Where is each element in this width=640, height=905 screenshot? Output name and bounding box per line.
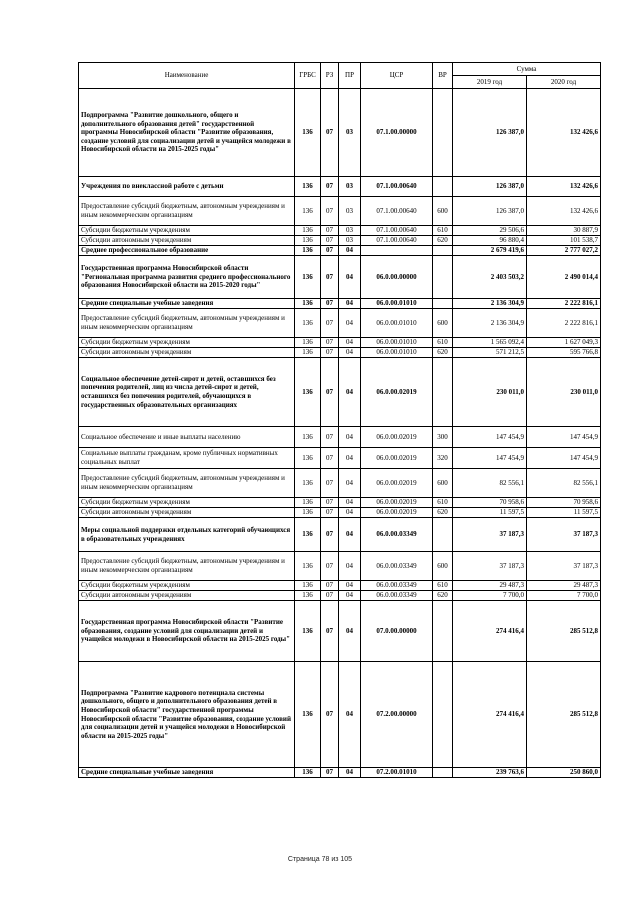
row-vr — [433, 358, 453, 427]
row-amount-2020: 285 512,8 — [527, 662, 601, 768]
row-csr — [361, 246, 433, 256]
row-name: Субсидии автономным учреждениям — [79, 348, 295, 358]
row-amount-2019: 571 212,5 — [453, 348, 527, 358]
row-name: Субсидии бюджетным учреждениям — [79, 498, 295, 508]
row-csr: 06.0.00.02019 — [361, 508, 433, 518]
row-csr: 06.0.00.02019 — [361, 498, 433, 508]
row-csr: 07.2.00.01010 — [361, 768, 433, 778]
row-rz: 07 — [321, 348, 339, 358]
row-amount-2019: 70 958,6 — [453, 498, 527, 508]
row-amount-2020: 70 958,6 — [527, 498, 601, 508]
row-amount-2019: 147 454,9 — [453, 448, 527, 469]
row-pr: 04 — [339, 299, 361, 309]
row-amount-2020: 37 187,3 — [527, 552, 601, 581]
row-vr: 620 — [433, 508, 453, 518]
row-vr: 300 — [433, 427, 453, 448]
row-amount-2020: 595 766,8 — [527, 348, 601, 358]
row-name: Субсидии бюджетным учреждениям — [79, 338, 295, 348]
row-rz: 07 — [321, 89, 339, 177]
header-rz: РЗ — [321, 63, 339, 89]
row-name: Подпрограмма "Развитие дошкольного, общего и дополнительного образования детей" государственной программы Новосибирской области "Развитие образования, создание условий для социализации детей и учащейся молодежи в Новосибирской области на 2015-2025 годы" — [79, 89, 295, 177]
table-row — [79, 246, 601, 256]
row-pr: 03 — [339, 177, 361, 197]
row-amount-2019: 239 763,6 — [453, 768, 527, 778]
row-vr: 320 — [433, 448, 453, 469]
row-pr: 04 — [339, 309, 361, 338]
row-csr: 07.2.00.00000 — [361, 662, 433, 768]
row-grbs: 136 — [295, 508, 321, 518]
row-grbs: 136 — [295, 662, 321, 768]
row-amount-2019: 11 597,5 — [453, 508, 527, 518]
row-vr — [433, 177, 453, 197]
row-csr: 06.0.00.00000 — [361, 256, 433, 299]
row-amount-2019: 96 880,4 — [453, 236, 527, 246]
row-csr: 07.1.00.00640 — [361, 177, 433, 197]
row-pr: 04 — [339, 581, 361, 591]
row-pr: 04 — [339, 591, 361, 601]
row-amount-2019: 230 011,0 — [453, 358, 527, 427]
row-pr: 04 — [339, 256, 361, 299]
row-grbs: 136 — [295, 498, 321, 508]
row-rz: 07 — [321, 358, 339, 427]
row-name: Субсидии бюджетным учреждениям — [79, 581, 295, 591]
table-row — [79, 508, 601, 518]
table-row — [79, 498, 601, 508]
row-amount-2020: 2 222 816,1 — [527, 309, 601, 338]
row-amount-2020: 82 556,1 — [527, 469, 601, 498]
table-row — [79, 348, 601, 358]
table-row — [79, 518, 601, 552]
row-grbs: 136 — [295, 591, 321, 601]
header-name: Наименование — [79, 63, 295, 89]
row-vr: 600 — [433, 309, 453, 338]
table-row — [79, 358, 601, 427]
page-number: Страница 78 из 105 — [287, 856, 353, 863]
row-pr: 04 — [339, 518, 361, 552]
row-csr: 07.1.00.00640 — [361, 197, 433, 226]
row-amount-2020: 147 454,9 — [527, 448, 601, 469]
row-rz: 07 — [321, 498, 339, 508]
row-grbs: 136 — [295, 338, 321, 348]
row-pr: 04 — [339, 601, 361, 662]
row-pr: 04 — [339, 552, 361, 581]
budget-table-container — [78, 62, 600, 778]
row-amount-2020: 101 538,7 — [527, 236, 601, 246]
row-vr — [433, 768, 453, 778]
row-rz: 07 — [321, 338, 339, 348]
row-rz: 07 — [321, 662, 339, 768]
row-amount-2019: 1 565 092,4 — [453, 338, 527, 348]
row-amount-2019: 147 454,9 — [453, 427, 527, 448]
row-vr: 620 — [433, 348, 453, 358]
row-amount-2020: 230 011,0 — [527, 358, 601, 427]
row-pr: 04 — [339, 338, 361, 348]
row-csr: 06.0.00.02019 — [361, 358, 433, 427]
row-amount-2019: 274 416,4 — [453, 662, 527, 768]
row-grbs: 136 — [295, 177, 321, 197]
row-amount-2020: 37 187,3 — [527, 518, 601, 552]
row-amount-2020: 132 426,6 — [527, 89, 601, 177]
row-amount-2019: 29 506,6 — [453, 226, 527, 236]
row-name: Предоставление субсидий бюджетным, автономным учреждениям и иным некоммерческим организациям — [79, 309, 295, 338]
row-csr: 06.0.00.01010 — [361, 338, 433, 348]
row-csr: 07.1.00.00640 — [361, 236, 433, 246]
row-name: Субсидии автономным учреждениям — [79, 591, 295, 601]
table-row — [79, 236, 601, 246]
row-grbs: 136 — [295, 601, 321, 662]
row-csr: 06.0.00.03349 — [361, 591, 433, 601]
budget-table-body — [79, 89, 601, 778]
table-row — [79, 338, 601, 348]
row-name: Субсидии автономным учреждениям — [79, 236, 295, 246]
row-vr — [433, 256, 453, 299]
table-row — [79, 591, 601, 601]
row-amount-2020: 29 487,3 — [527, 581, 601, 591]
budget-table — [78, 62, 601, 778]
row-name: Подпрограмма "Развитие кадрового потенциала системы дошкольного, общего и дополнительного образования детей в Новосибирской области" государственной программы Новосибирской области "Развитие образования, создание условий для социализации детей и учащейся молодежи в Новосибирской области на 2015-2025 годы" — [79, 662, 295, 768]
row-grbs: 136 — [295, 348, 321, 358]
row-rz: 07 — [321, 518, 339, 552]
row-csr: 06.0.00.03349 — [361, 581, 433, 591]
header-pr: ПР — [339, 63, 361, 89]
row-grbs: 136 — [295, 358, 321, 427]
row-grbs: 136 — [295, 552, 321, 581]
row-rz: 07 — [321, 256, 339, 299]
row-pr: 04 — [339, 768, 361, 778]
row-vr: 600 — [433, 197, 453, 226]
row-name: Среднее профессиональное образование — [79, 246, 295, 256]
table-row — [79, 177, 601, 197]
row-vr: 600 — [433, 552, 453, 581]
table-row — [79, 197, 601, 226]
row-amount-2020: 30 887,9 — [527, 226, 601, 236]
row-rz: 07 — [321, 591, 339, 601]
row-rz: 07 — [321, 177, 339, 197]
row-amount-2020: 132 426,6 — [527, 197, 601, 226]
row-amount-2020: 11 597,5 — [527, 508, 601, 518]
row-vr: 610 — [433, 226, 453, 236]
row-name: Предоставление субсидий бюджетным, автономным учреждениям и иным некоммерческим организациям — [79, 197, 295, 226]
row-pr: 04 — [339, 469, 361, 498]
row-rz: 07 — [321, 299, 339, 309]
row-vr — [433, 662, 453, 768]
row-rz: 07 — [321, 469, 339, 498]
row-amount-2020: 132 426,6 — [527, 177, 601, 197]
row-csr: 06.0.00.03349 — [361, 518, 433, 552]
row-pr: 04 — [339, 348, 361, 358]
row-csr: 06.0.00.01010 — [361, 299, 433, 309]
row-name: Предоставление субсидий бюджетным, автономным учреждениям и иным некоммерческим организациям — [79, 552, 295, 581]
row-pr: 04 — [339, 448, 361, 469]
row-grbs: 136 — [295, 246, 321, 256]
row-rz: 07 — [321, 236, 339, 246]
row-rz: 07 — [321, 427, 339, 448]
row-rz: 07 — [321, 448, 339, 469]
row-name: Социальное обеспечение и иные выплаты населению — [79, 427, 295, 448]
row-amount-2019: 37 187,3 — [453, 552, 527, 581]
row-amount-2019: 126 387,0 — [453, 177, 527, 197]
row-pr: 04 — [339, 427, 361, 448]
row-amount-2019: 7 700,0 — [453, 591, 527, 601]
table-row — [79, 662, 601, 768]
row-csr: 06.0.00.02019 — [361, 469, 433, 498]
row-name: Социальные выплаты гражданам, кроме публичных нормативных социальных выплат — [79, 448, 295, 469]
row-pr: 04 — [339, 246, 361, 256]
row-name: Средние специальные учебные заведения — [79, 299, 295, 309]
row-amount-2019: 126 387,0 — [453, 197, 527, 226]
row-amount-2020: 1 627 049,3 — [527, 338, 601, 348]
row-amount-2020: 2 222 816,1 — [527, 299, 601, 309]
row-amount-2019: 2 136 304,9 — [453, 309, 527, 338]
row-amount-2019: 29 487,3 — [453, 581, 527, 591]
row-grbs: 136 — [295, 518, 321, 552]
row-amount-2020: 250 860,0 — [527, 768, 601, 778]
table-row — [79, 309, 601, 338]
row-rz: 07 — [321, 552, 339, 581]
table-row — [79, 469, 601, 498]
row-amount-2019: 2 679 419,6 — [453, 246, 527, 256]
row-name: Учреждения по внеклассной работе с детьми — [79, 177, 295, 197]
table-row — [79, 601, 601, 662]
row-vr: 610 — [433, 498, 453, 508]
row-csr: 06.0.00.01010 — [361, 309, 433, 338]
row-amount-2020: 7 700,0 — [527, 591, 601, 601]
row-grbs: 136 — [295, 299, 321, 309]
row-csr: 06.0.00.02019 — [361, 427, 433, 448]
row-grbs: 136 — [295, 197, 321, 226]
header-grbs: ГРБС — [295, 63, 321, 89]
row-vr — [433, 89, 453, 177]
row-vr: 600 — [433, 469, 453, 498]
row-vr: 610 — [433, 338, 453, 348]
row-name: Меры социальной поддержки отдельных категорий обучающихся в образовательных учреждениях — [79, 518, 295, 552]
row-pr: 04 — [339, 662, 361, 768]
row-grbs: 136 — [295, 448, 321, 469]
row-grbs: 136 — [295, 89, 321, 177]
row-amount-2020: 147 454,9 — [527, 427, 601, 448]
table-row — [79, 89, 601, 177]
row-grbs: 136 — [295, 309, 321, 338]
table-row — [79, 448, 601, 469]
row-csr: 07.1.00.00640 — [361, 226, 433, 236]
row-name: Субсидии автономным учреждениям — [79, 508, 295, 518]
row-pr: 04 — [339, 358, 361, 427]
table-row — [79, 581, 601, 591]
row-amount-2019: 82 556,1 — [453, 469, 527, 498]
row-pr: 04 — [339, 508, 361, 518]
table-row — [79, 299, 601, 309]
header-sum: Сумма — [453, 63, 601, 76]
row-grbs: 136 — [295, 256, 321, 299]
row-pr: 03 — [339, 89, 361, 177]
row-rz: 07 — [321, 601, 339, 662]
row-name: Государственная программа Новосибирской области "Региональная программа развития среднего профессионального образования Новосибирской области на 2015-2020 годы" — [79, 256, 295, 299]
row-rz: 07 — [321, 581, 339, 591]
row-name: Социальное обеспечение детей-сирот и детей, оставшихся без попечения родителей, лиц из числа детей-сирот и детей, оставшихся без попечения родителей, обучающихся в государственных образовательных организациях — [79, 358, 295, 427]
row-grbs: 136 — [295, 768, 321, 778]
row-rz: 07 — [321, 768, 339, 778]
row-pr: 04 — [339, 498, 361, 508]
row-vr — [433, 518, 453, 552]
row-rz: 07 — [321, 226, 339, 236]
row-csr: 07.1.00.00000 — [361, 89, 433, 177]
row-amount-2020: 2 777 027,2 — [527, 246, 601, 256]
table-row — [79, 427, 601, 448]
row-amount-2019: 37 187,3 — [453, 518, 527, 552]
row-amount-2019: 126 387,0 — [453, 89, 527, 177]
row-amount-2019: 274 416,4 — [453, 601, 527, 662]
header-vr: ВР — [433, 63, 453, 89]
row-name: Средние специальные учебные заведения — [79, 768, 295, 778]
header-2019: 2019 год — [453, 76, 527, 89]
row-vr — [433, 299, 453, 309]
row-csr: 06.0.00.02019 — [361, 448, 433, 469]
row-grbs: 136 — [295, 581, 321, 591]
row-amount-2019: 2 136 304,9 — [453, 299, 527, 309]
row-rz: 07 — [321, 246, 339, 256]
row-grbs: 136 — [295, 236, 321, 246]
row-amount-2020: 2 490 014,4 — [527, 256, 601, 299]
header-2020: 2020 год — [527, 76, 601, 89]
row-amount-2019: 2 403 503,2 — [453, 256, 527, 299]
row-vr — [433, 601, 453, 662]
row-rz: 07 — [321, 197, 339, 226]
row-grbs: 136 — [295, 469, 321, 498]
row-vr: 620 — [433, 236, 453, 246]
row-vr: 620 — [433, 591, 453, 601]
row-pr: 03 — [339, 226, 361, 236]
row-rz: 07 — [321, 309, 339, 338]
row-grbs: 136 — [295, 226, 321, 236]
row-csr: 07.0.00.00000 — [361, 601, 433, 662]
row-rz: 07 — [321, 508, 339, 518]
row-csr: 06.0.00.01010 — [361, 348, 433, 358]
row-pr: 03 — [339, 197, 361, 226]
header-csr: ЦСР — [361, 63, 433, 89]
row-amount-2020: 285 512,8 — [527, 601, 601, 662]
row-name: Субсидии бюджетным учреждениям — [79, 226, 295, 236]
row-csr: 06.0.00.03349 — [361, 552, 433, 581]
row-pr: 03 — [339, 236, 361, 246]
table-row — [79, 768, 601, 778]
table-row — [79, 256, 601, 299]
row-grbs: 136 — [295, 427, 321, 448]
row-name: Государственная программа Новосибирской области "Развитие образования, создание условий для социализации детей и учащейся молодежи в Новосибирской области на 2015-2025 годы" — [79, 601, 295, 662]
row-name: Предоставление субсидий бюджетным, автономным учреждениям и иным некоммерческим организациям — [79, 469, 295, 498]
table-row — [79, 552, 601, 581]
table-row — [79, 226, 601, 236]
row-vr: 610 — [433, 581, 453, 591]
row-vr — [433, 246, 453, 256]
